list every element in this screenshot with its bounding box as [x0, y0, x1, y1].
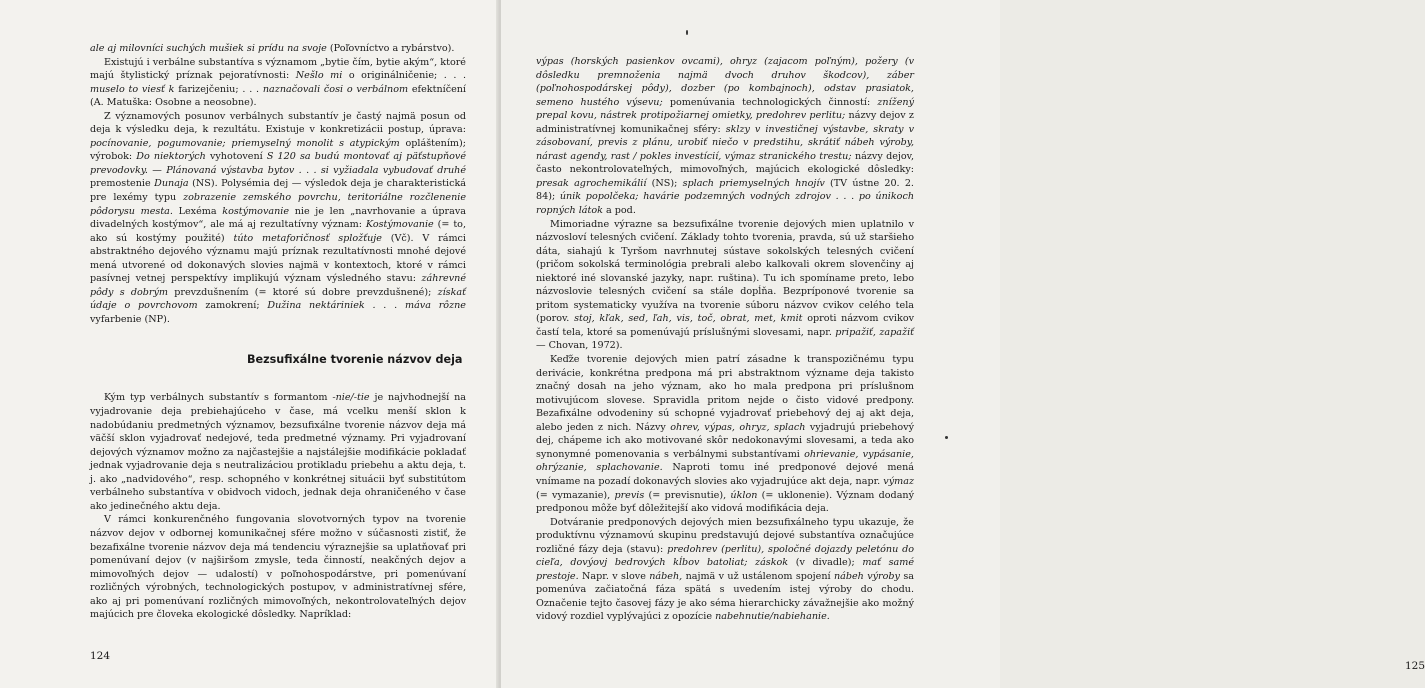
left-paragraph: V rámci konkurenčného fungovania slovotvorných typov na tvorenie názvov dejov v odbornej komunikačnej sfére možno v súčasnosti zistiť, že bezafixálne tvorenie názvov deja má tendenciu výraznejšie sa uplatňovať pri pomenúvaní dejov (v najširšom zmysle, teda činností, neakčných dejov a mimovoľných dejov — udalostí) v poľnohospodárstve, pri pomenúvaní rozličných výrobných, technologických postupov, v administratívnej sfére, ako aj pri pomenúvaní rozličných mimovoľných, nekontrolovateľných dejov majúcich pre človeka ekologické dôsledky. Napríklad:	[90, 514, 466, 621]
left-page	[0, 0, 499, 688]
right-paragraph: výpas (horských pasienkov ovcami), ohryz (zajacom poľným), požery (v dôsledku premnoženia najmä dvoch druhov škodcov), záber (poľnohospodárskej pôdy), dozber (po kombajnoch), odstav prasiatok, semeno hustého výsevu; pomenúvania technologických činností: znížený prepal kovu, nástrek protipožiarnej omietky, predohrev perlitu; názvy dejov z administratívnej komunikačnej sféry: sklzy v investičnej výstavbe, skraty v zásobovaní, previs z plánu, urobiť niečo v predstihu, skrátiť nábeh výroby, nárast agendy, rast / pokles investícií, výmaz stranického trestu; názvy dejov, často nekontrolovateľných, mimovoľných, majúcich ekologické dôsledky: presak agrochemikálií (NS); splach priemyselných hnojív (TV ústne 20. 2. 84); únik popolčeka; havárie podzemných vodných zdrojov . . . po únikoch ropných látok a pod.	[536, 56, 914, 217]
page-speck	[945, 436, 948, 439]
left-paragraph: Existujú i verbálne substantíva s významom „bytie čím, bytie akým“, ktoré majú štylistický príznak pejoratívnosti: Nešlo mi o originálničenie; . . . muselo to viesť k farizejčeniu; . . . naznačovali čosi o verbálnom efektníčení (A. Matuška: Osobne a neosobne).	[90, 56, 467, 109]
section-heading: Bezsufixálne tvorenie názvov deja	[247, 353, 463, 367]
left-paragraph: Z významových posunov verbálnych substantív je častý najmä posun od deja k výsledku deja, k rezultátu. Existuje v konkretizácii postup, úprava: pocínovanie, pogumovanie; priemyselný monolit s atypickým opláštením); výrobok: Do niektorých vyhotovení S 120 sa budú montovať aj päťstupňové prevodovky. — Plánovaná výstavba bytov . . . si vyžiadala vybudovať druhé premostenie Dunaja (NS). Polysémia dej — výsledok deja je charakteristická pre lexémy typu zobrazenie zemského povrchu, teritoriálne rozčlenenie pôdorysu mesta. Lexéma kostýmovanie nie je len „navrhovanie a úprava divadelných kostýmov“, ale má aj rezultatívny význam: Kostýmovanie (= to, ako sú kostýmy použité) túto metaforičnosť spložťuje (Vč). V rámci abstraktného dejového významu majú príznak rezultatívnosti mnohé dejové mená utvorené od dokonavých slovies najmä v kontextoch, ktoré v rámci pasívnej vetnej perspektívy implikujú význam výsledného stavu: záhrevné pôdy s dobrým prevzdušnením (= ktoré sú dobre prevzdušnené); získať údaje o povrchovom zamokrení; Dužina nektáriniek . . . máva rôzne vyfarbenie (NP).	[90, 110, 467, 325]
page-number-right: 125	[1405, 660, 1425, 672]
right-paragraph: Dotváranie predponových dejových mien bezsufixálneho typu ukazuje, že produktívnu významovú skupinu predstavujú dejové substantíva označujúce rozličné fázy deja (stavu): predohrev (perlitu), spoločné dojazdy peletónu do cieľa, dovýovj bedrových kĺbov batoliat; záskok (v divadle); mať samé prestoje. Napr. v slove nábeh, najmä v už ustálenom spojení nábeh výroby sa pomenúva začiatočná fáza spätá s uvedením istej výroby do chodu. Označenie tejto časovej fázy je ako séma hierarchicky závažnejšie ako možný vidový rozdiel vyplývajúci z opozície nabehnutie/nabiehanie.	[536, 516, 915, 623]
right-paragraphs	[536, 55, 914, 624]
right-paragraph: Mimoriadne výrazne sa bezsufixálne tvorenie dejových mien uplatnilo v názvosloví telesných cvičení. Základy tohto tvorenia, pravda, sú už staršieho dáta, siahajú k Tyršom navrhnutej sústave sokolských telesných cvičení (pričom sokolská terminológia prebrali alebo kalkovali okrem slovenčiny aj niektoré iné slovanské jazyky, napr. ruština). Tu ich spomíname preto, lebo názvoslovie telesných cvičení sa stále dopĺňa. Bezpríponové tvorenie sa pritom systematicky využíva na tvorenie súboru názvov cvikov celého tela (porov. stoj, kľak, sed, ľah, vis, toč, obrat, met, kmit oproti názvom cvikov častí tela, ktoré sa pomenúvajú príslušnými slovesami, napr. pripažiť, zapažiť — Chovan, 1972).	[536, 218, 915, 352]
left-paragraphs	[90, 42, 466, 326]
left-paragraph: ale aj milovníci suchých mušiek si prídu na svoje (Poľovníctvo a rybárstvo).	[90, 43, 455, 54]
left-text-column	[90, 42, 466, 622]
page-mark	[686, 30, 688, 35]
right-paragraph: Keďže tvorenie dejových mien patrí zásadne k transpozičnému typu derivácie, konkrétna predpona má pri abstraktnom význame deja takisto značný dosah na jeho význam, ako ho mala predpona pri príslušnom motivujúcom slovese. Spravidla pritom nejde o čisto vidové predpony. Bezafixálne odvodeniny sú schopné vyjadrovať priebehový dej aj akt deja, alebo jeden z nich. Názvy ohrev, výpas, ohryz, splach vyjadrujú priebehový dej, chápeme ich ako motivované skôr nedokonavými slovesami, a teda ako synonymné pomenovania s verbálnymi substantívami ohrievanie, vypásanie, ohrýzanie, splachovanie. Naproti tomu iné predponové dejové mená vnímame na pozadí dokonavých slovies ako vyjadrujúce akt deja, napr. výmaz (= vymazanie), previs (= previsnutie), úklon (= uklonenie). Význam dodaný predponou môže byť dôležitejší ako vidová modifikácia deja.	[536, 354, 915, 515]
page-number-left: 124	[90, 650, 111, 662]
left-paragraphs-after-heading	[90, 391, 466, 621]
left-paragraph: Kým typ verbálnych substantív s formantom -nie/-tie je najvhodnejší na vyjadrovanie deja prebiehajúceho v čase, má vcelku menší sklon k nadobúdaniu predmetných významov, bezsufixálne tvorenie názvov deja má väčší sklon vyjadrovať nedejové, teda predmetné významy. Pri vyjadrovaní dejových významov možno za najčastejšie a najstálejšie modifikácie pokladať jednak vyjadrovanie deja s neutralizáciou protikladu priebehu a aktu deja, t. j. ako „nadvidového“, resp. schopného v konkrétnej situácii byť substitútom verbálneho substantíva v obidvoch vidoch, jednak deja ohraničeného v čase ako jedinečného aktu deja.	[90, 392, 466, 512]
right-text-column	[536, 55, 914, 624]
